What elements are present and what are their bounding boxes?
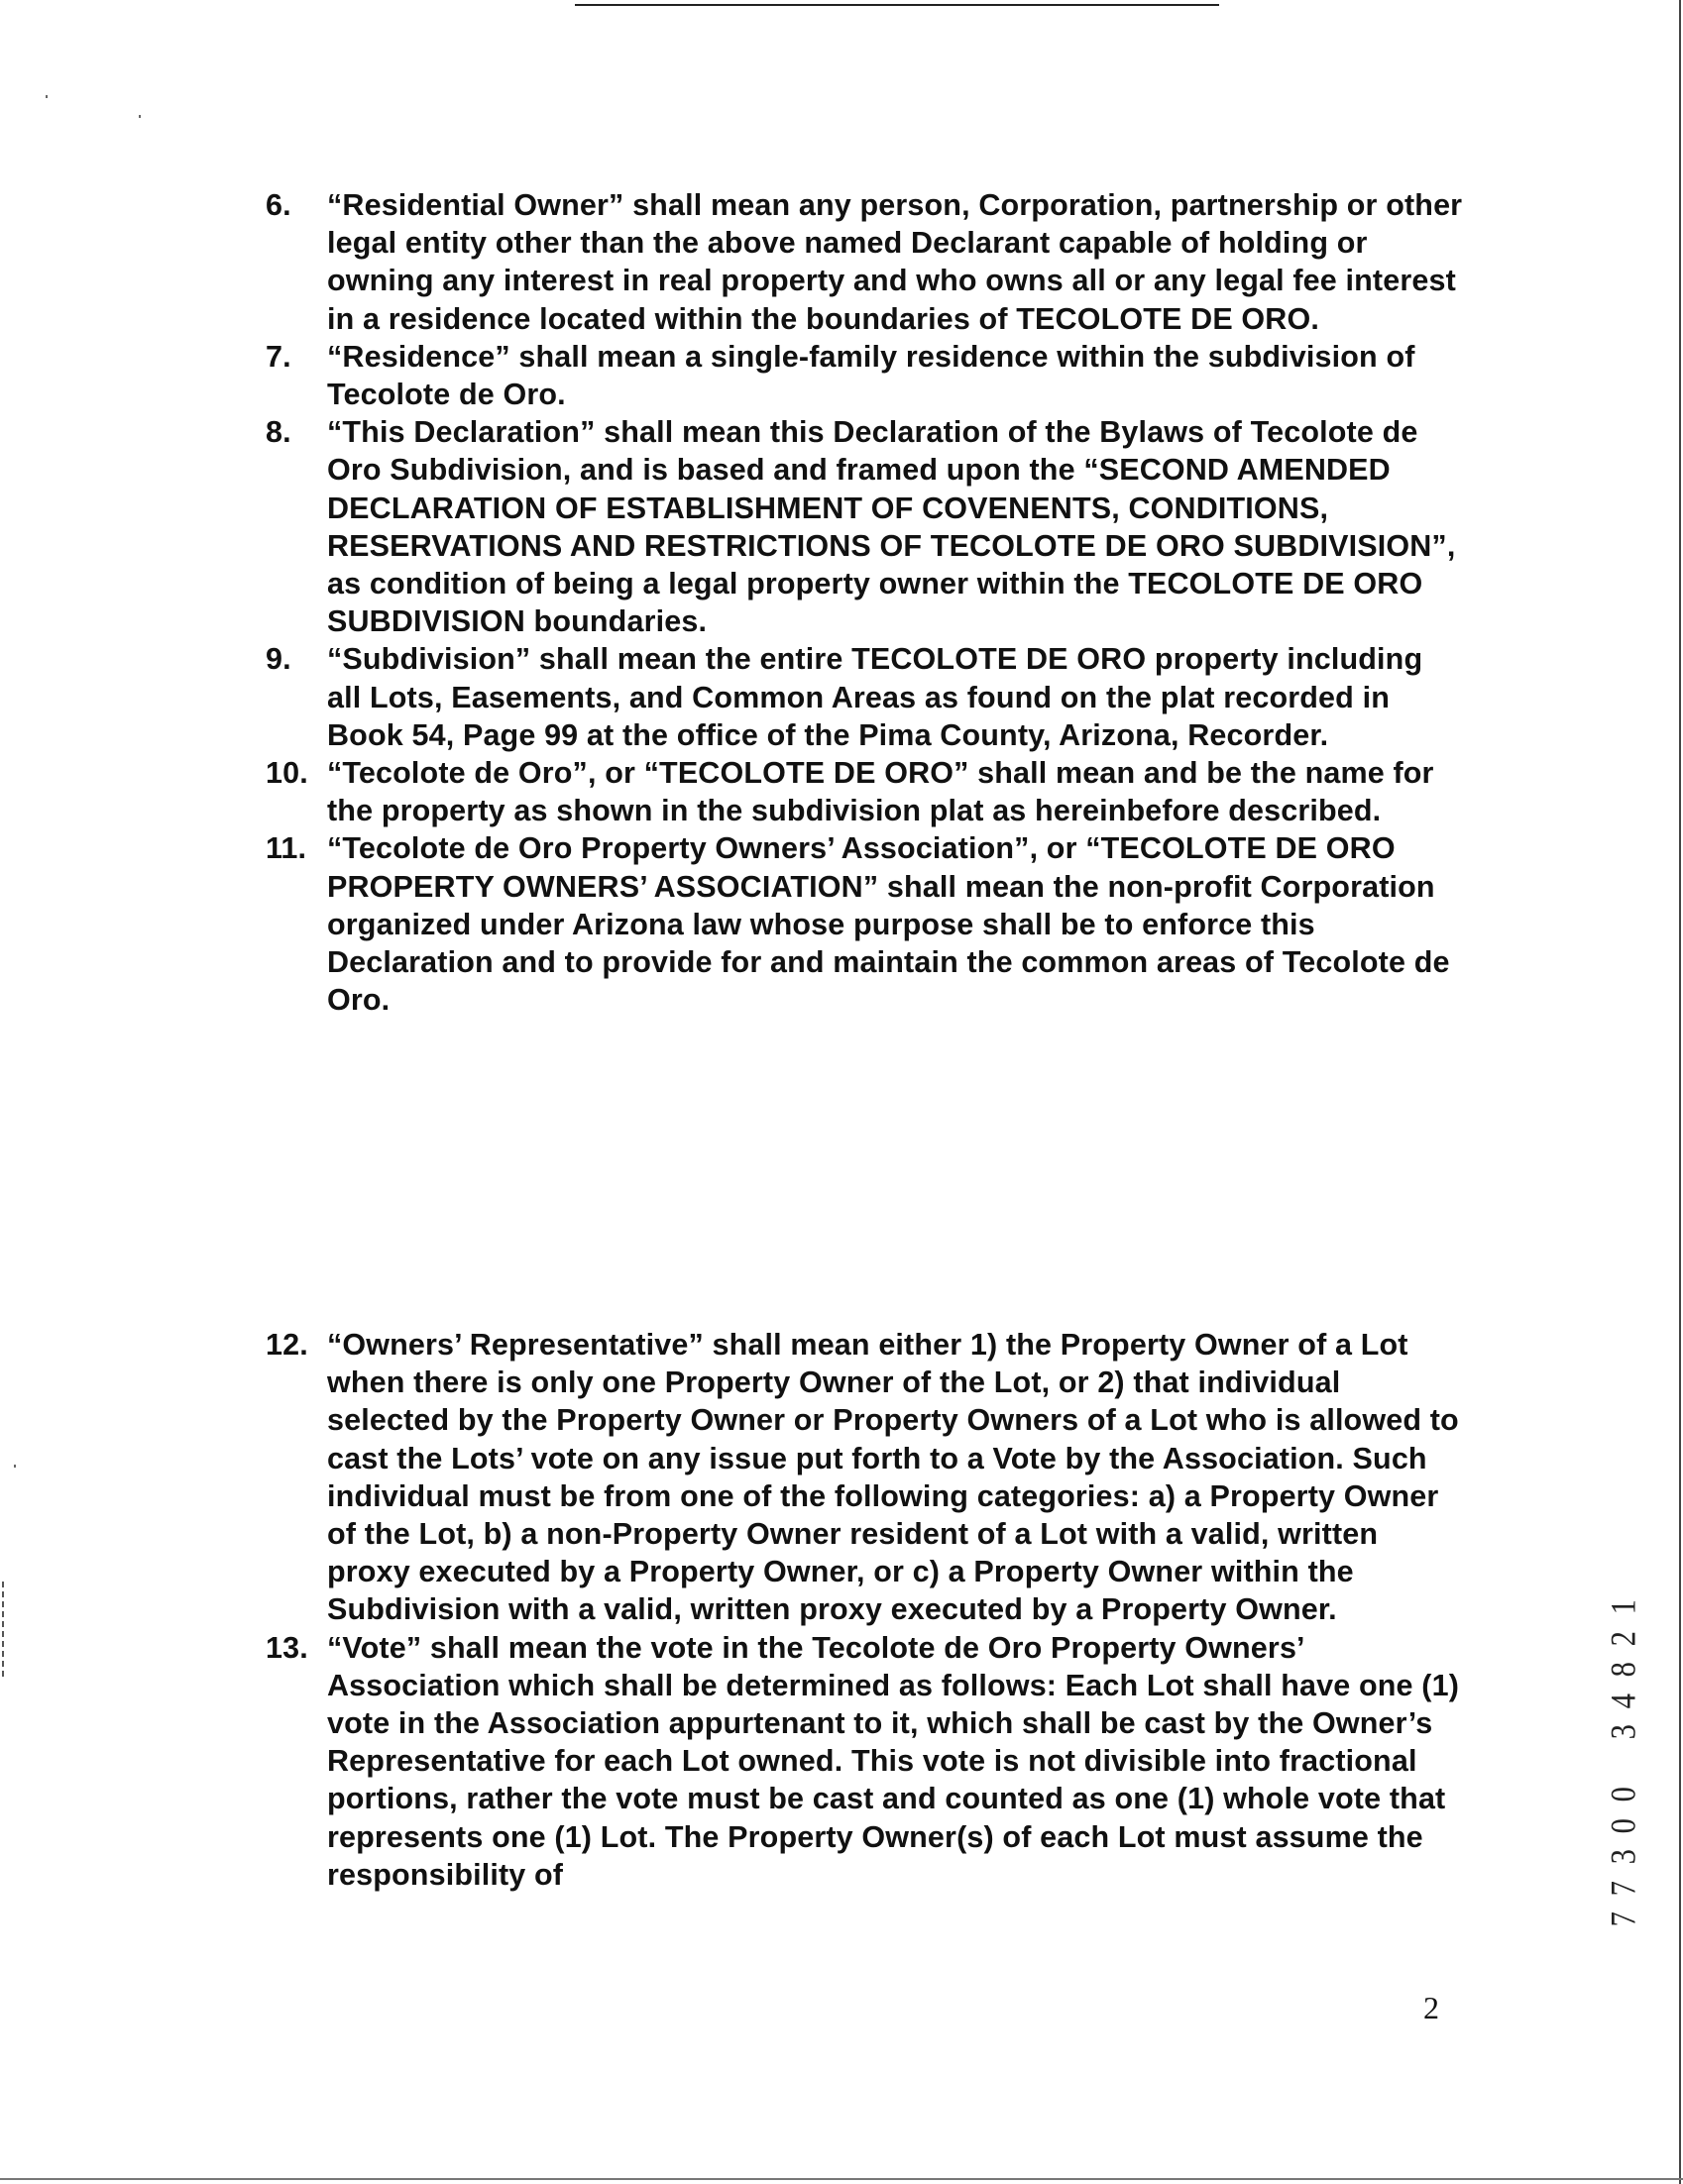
stamp-digit: 1 <box>1603 1599 1643 1615</box>
definition-text: “Subdivision” shall mean the entire TECOLOTE DE ORO property including all Lots, Easements, and Common Areas as found on the plat recorded in Book 54, Page 99 at the office of the Pima County, Arizona, Recorder. <box>327 642 1423 752</box>
definition-item <box>266 1326 1465 1629</box>
definition-text: “Vote” shall mean the vote in the Tecolote de Oro Property Owners’ Association which shall be determined as follows: Each Lot shall have one (1) vote in the Association appurtenant to it, which shall be cast by the Owner’s Representative for each Lot owned. This vote is not divisible into fractional portions, rather the vote must be cast and counted as one (1) whole vote that represents one (1) Lot. The Property Owner(s) of each Lot must assume the responsibility of <box>327 1630 1460 1892</box>
definitions-list-part1 <box>266 186 1465 1019</box>
stamp-digit: 7 <box>1603 1880 1643 1896</box>
definition-text: “Residence” shall mean a single-family residence within the subdivision of Tecolote de Oro. <box>327 339 1415 412</box>
definition-number: 7. <box>266 339 291 374</box>
scan-speck <box>139 115 141 118</box>
definition-number: 11. <box>266 831 307 866</box>
stamp-digit: 7 <box>1603 1911 1643 1927</box>
stamp-digit: 3 <box>1603 1849 1643 1865</box>
definition-number: 12. <box>266 1328 308 1362</box>
definition-number: 8. <box>266 415 291 450</box>
definition-item <box>266 413 1465 640</box>
stamp-digit <box>1608 1746 1639 1780</box>
definition-text: “This Declaration” shall mean this Declaration of the Bylaws of Tecolote de Oro Subdivision, and is based and framed upon the “SECOND AMENDED DECLARATION OF ESTABLISHMENT OF COVENENTS, CONDITIONS, RESERVATIONS AND RESTRICTIONS OF TECOLOTE DE ORO SUBDIVISION”, as condition of being a legal property owner within the TECOLOTE DE ORO SUBDIVISION boundaries. <box>327 415 1456 639</box>
stamp-digit: 2 <box>1603 1630 1643 1646</box>
recording-number-stamp <box>1604 1591 1643 1935</box>
page-number: 2 <box>1423 1990 1439 2025</box>
scan-speck <box>14 1465 16 1468</box>
definition-item <box>266 754 1465 829</box>
definition-number: 13. <box>266 1630 308 1665</box>
definition-text: “Owners’ Representative” shall mean either 1) the Property Owner of a Lot when there is only one Property Owner of the Lot, or 2) that individual selected by the Property Owner or Property Owners of a Lot who is allowed to cast the Lots’ vote on any issue put forth to a Vote by the Association. Such individual must be from one of the following categories: a) a Property Owner of the Lot, b) a non-Property Owner resident of a Lot with a valid, written proxy executed by a Property Owner, or c) a Property Owner within the Subdivision with a valid, written proxy executed by a Property Owner. <box>327 1328 1459 1627</box>
definition-number: 9. <box>266 642 291 677</box>
definition-item <box>266 338 1465 413</box>
definitions-list-part2 <box>266 1326 1465 1894</box>
scan-speck <box>46 95 48 98</box>
definition-item <box>266 640 1465 754</box>
definition-text: “Residential Owner” shall mean any person, Corporation, partnership or other legal entity other than the above named Declarant capable of holding or owning any interest in real property and who owns all or any legal fee interest in a residence located within the boundaries of TECOLOTE DE ORO. <box>327 188 1463 336</box>
definition-item <box>266 829 1465 1019</box>
stamp-digit: 3 <box>1603 1724 1643 1740</box>
definition-text: “Tecolote de Oro”, or “TECOLOTE DE ORO” shall mean and be the name for the property as shown in the subdivision plat as hereinbefore described. <box>327 756 1434 828</box>
stamp-digit: 0 <box>1603 1787 1643 1802</box>
definition-item <box>266 1629 1465 1894</box>
scan-artifact-bottom-edge <box>0 2178 1683 2180</box>
definition-item <box>266 186 1465 338</box>
scan-artifact-top-line <box>575 4 1219 6</box>
scan-artifact-right-edge <box>1679 0 1681 2184</box>
definition-number: 6. <box>266 188 291 222</box>
definition-number: 10. <box>266 756 308 791</box>
stamp-digit: 8 <box>1603 1662 1643 1678</box>
stamp-digit: 0 <box>1603 1817 1643 1833</box>
stamp-digit: 4 <box>1603 1693 1643 1708</box>
definition-text: “Tecolote de Oro Property Owners’ Association”, or “TECOLOTE DE ORO PROPERTY OWNERS’ ASSOCIATION” shall mean the non-profit Corporation organized under Arizona law whose purpose shall be to enforce this Declaration and to provide for and maintain the common areas of Tecolote de Oro. <box>327 831 1450 1018</box>
scan-artifact-left-ticks <box>2 1582 7 1677</box>
